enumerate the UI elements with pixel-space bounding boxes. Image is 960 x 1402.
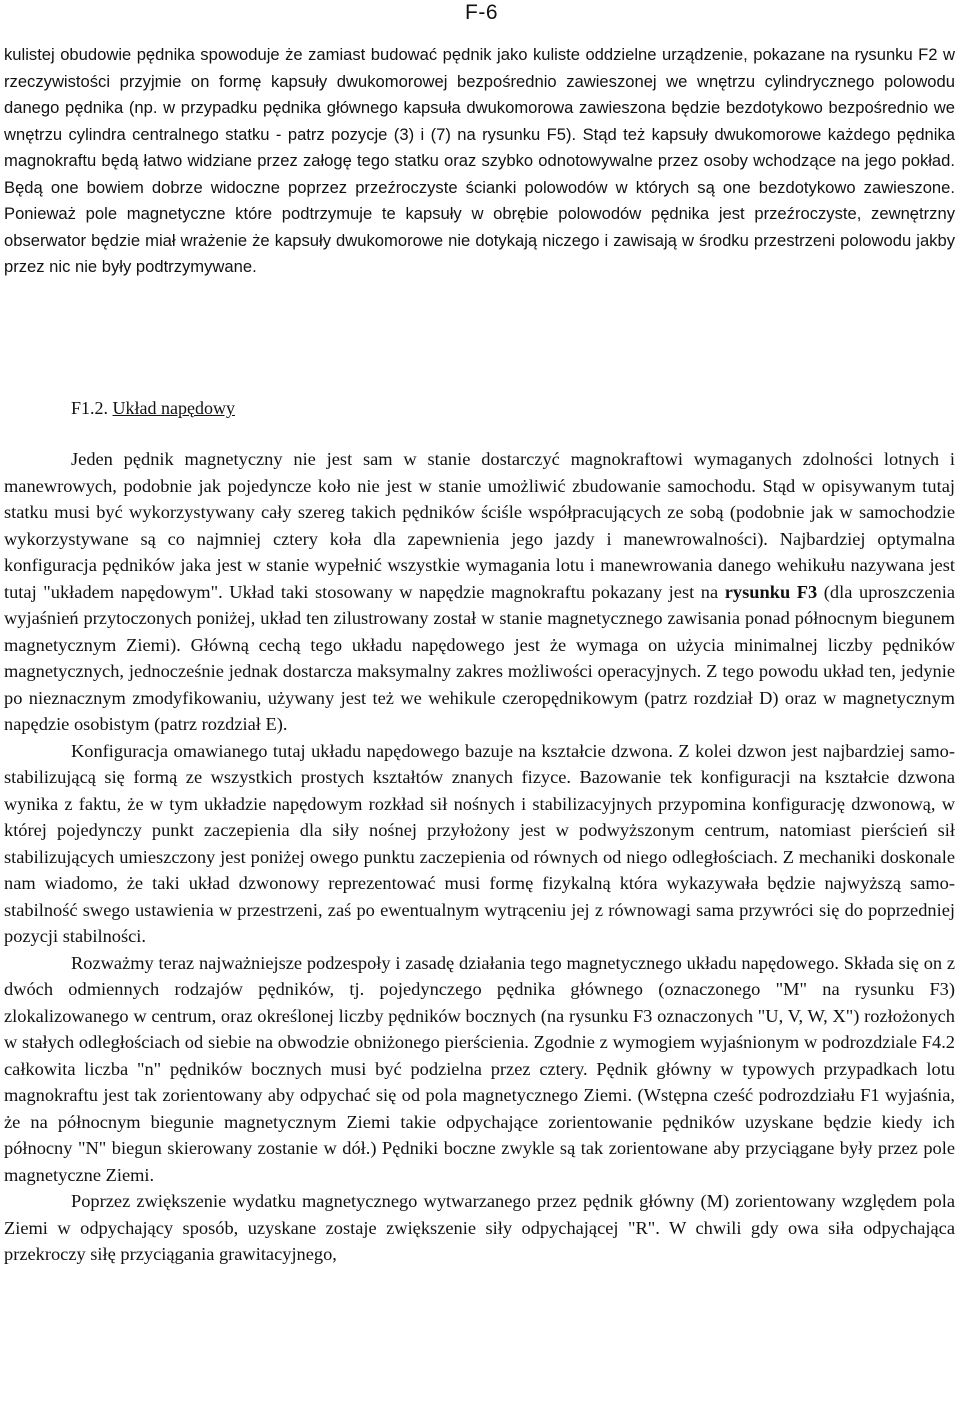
paragraph-1-text-a: Jeden pędnik magnetyczny nie jest sam w stanie dostarczyć magnokraftowi wymaganych zdolności lotnych i manewrowych, podobnie jak pojedyncze koło nie jest w stanie umożliwić zbudowanie samochodu. Stąd w opisywanym tutaj statku musi być wykorzystywany cały szereg takich pędników ściśle współpracujących ze sobą (podobnie jak w samochodzie wykorzystywane są co najmniej cztery koła dla zapewnienia jego jazdy i manewrowalności). Najbardziej optymalna konfiguracja pędników jaka jest w stanie wypełnić wszystkie wymagania lotu i manewrowania danego wehikułu nazywana jest tutaj "układem napędowym". Układ taki stosowany w napędzie magnokraftu pokazany jest na (4, 449, 955, 602)
section-body (4, 446, 955, 1268)
section-number: F1.2. (71, 398, 109, 418)
figure-reference-f3: rysunku F3 (724, 581, 818, 602)
body-paragraph-2: Konfiguracja omawianego tutaj układu napędowego bazuje na kształcie dzwona. Z kolei dzwon jest najbardziej samo-stabilizującą się formą ze wszystkich prostych kształtów znanych fizyce. Bazowanie tek konfiguracji na kształcie dzwona wynika z faktu, że w tym układzie napędowym rozkład sił nośnych i stabilizacyjnych przypomina konfigurację dzwonową, w której pojedynczy punkt zaczepienia dla siły nośnej przyłożony jest w podwyższonym centrum, natomiast pierścień sił stabilizujących umieszczony jest poniżej owego punktu zaczepienia od równych od niego odległościach. Z mechaniki doskonale nam wiadomo, że taki układ dzwonowy reprezentować musi formę fizykalną która wykazywała będzie najwyższą samo-stabilność swego ustawienia w przestrzeni, zaś po ewentualnym wytrąceniu jej z równowagi sama przywróci się do poprzedniej pozycji stabilności. (4, 740, 955, 946)
body-paragraph-3: Rozważmy teraz najważniejsze podzespoły i zasadę działania tego magnetycznego układu napędowego. Składa się on z dwóch odmiennych rodzajów pędników, tj. pojedynczego pędnika głównego (oznaczonego "M" na rysunku F3) zlokalizowanego w centrum, oraz określonej liczby pędników bocznych (na rysunku F3 oznaczonych "U, V, W, X") rozłożonych w stałych odległościach od siebie na obwodzie obniżonego pierścienia. Zgodnie z wymogiem wyjaśnionym w podrozdziale F4.2 całkowita liczba "n" pędników bocznych musi być podzielna przez cztery. Pędnik główny w typowych przypadkach lotu magnokraftu jest tak zorientowany aby odpychać się od pola magnetycznego Ziemi. (Wstępna cześć podrozdziału F1 wyjaśnia, że na północnym biegunie magnetycznym Ziemi takie odpychające zorientowanie pędników uzyskane będzie kiedy ich północny "N" biegun skierowany zostanie w dół.) Pędniki boczne zwykle są tak zorientowane aby przyciągane były przez pole magnetyczne Ziemi. (4, 952, 955, 1185)
body-paragraph-1 (4, 446, 955, 738)
intro-paragraph: kulistej obudowie pędnika spowoduje że zamiast budować pędnik jako kuliste oddzielne urządzenie, pokazane na rysunku F2 w rzeczywistości przyjmie on formę kapsuły dwukomorowej bezpośrednio zawieszonej we wnętrzu cylindrycznego polowodu danego pędnika (np. w przypadku pędnika głównego kapsuła dwukomorowa zawieszona będzie bezdotykowo bezpośrednio we wnętrzu cylindra centralnego statku - patrz pozycje (3) i (7) na rysunku F5). Stąd też kapsuły dwukomorowe każdego pędnika magnokraftu będą łatwo widziane przez załogę tego statku oraz szybko odnotowywalne przez osoby wchodzące na jego pokład. Będą one bowiem dobrze widoczne poprzez przeźroczyste ścianki polowodów w których są one bezdotykowo zawieszone. Ponieważ pole magnetyczne które podtrzymuje te kapsuły w obrębie polowodów pędnika jest przeźroczyste, zewnętrzny obserwator będzie miał wrażenie że kapsuły dwukomorowe nie dotykają niczego i zawisają w środku przestrzeni polowodu jakby przez nic nie były podtrzymywane. (4, 45, 955, 276)
paragraph-1-text-b: (dla uproszczenia wyjaśnień przytoczonych poniżej, układ ten zilustrowany został w stanie magnetycznego zawisania ponad północnym biegunem magnetycznym Ziemi). Główną cechą tego układu napędowego jest że wymaga on użycia minimalnej liczby pędników magnetycznych, jednocześnie jednak dostarcza maksymalny zakres możliwości operacyjnych. Z tego powodu układ ten, jedynie po nieznacznym zmodyfikowaniu, używany jest też we wehikule czeropędnikowym (patrz rozdział D) oraz w magnetycznym napędzie osobistym (patrz rozdział E). (4, 581, 955, 734)
section-heading (71, 396, 235, 420)
body-paragraph-4: Poprzez zwiększenie wydatku magnetycznego wytwarzanego przez pędnik główny (M) zorientowany względem pola Ziemi w odpychający sposób, uzyskane zostaje zwiększenie siły odpychającej "R". W chwili gdy owa siła odpychająca przekroczy siłę przyciągania grawitacyjnego, (4, 1191, 955, 1264)
section-title: Układ napędowy (112, 398, 235, 418)
page-number: F-6 (465, 1, 498, 24)
